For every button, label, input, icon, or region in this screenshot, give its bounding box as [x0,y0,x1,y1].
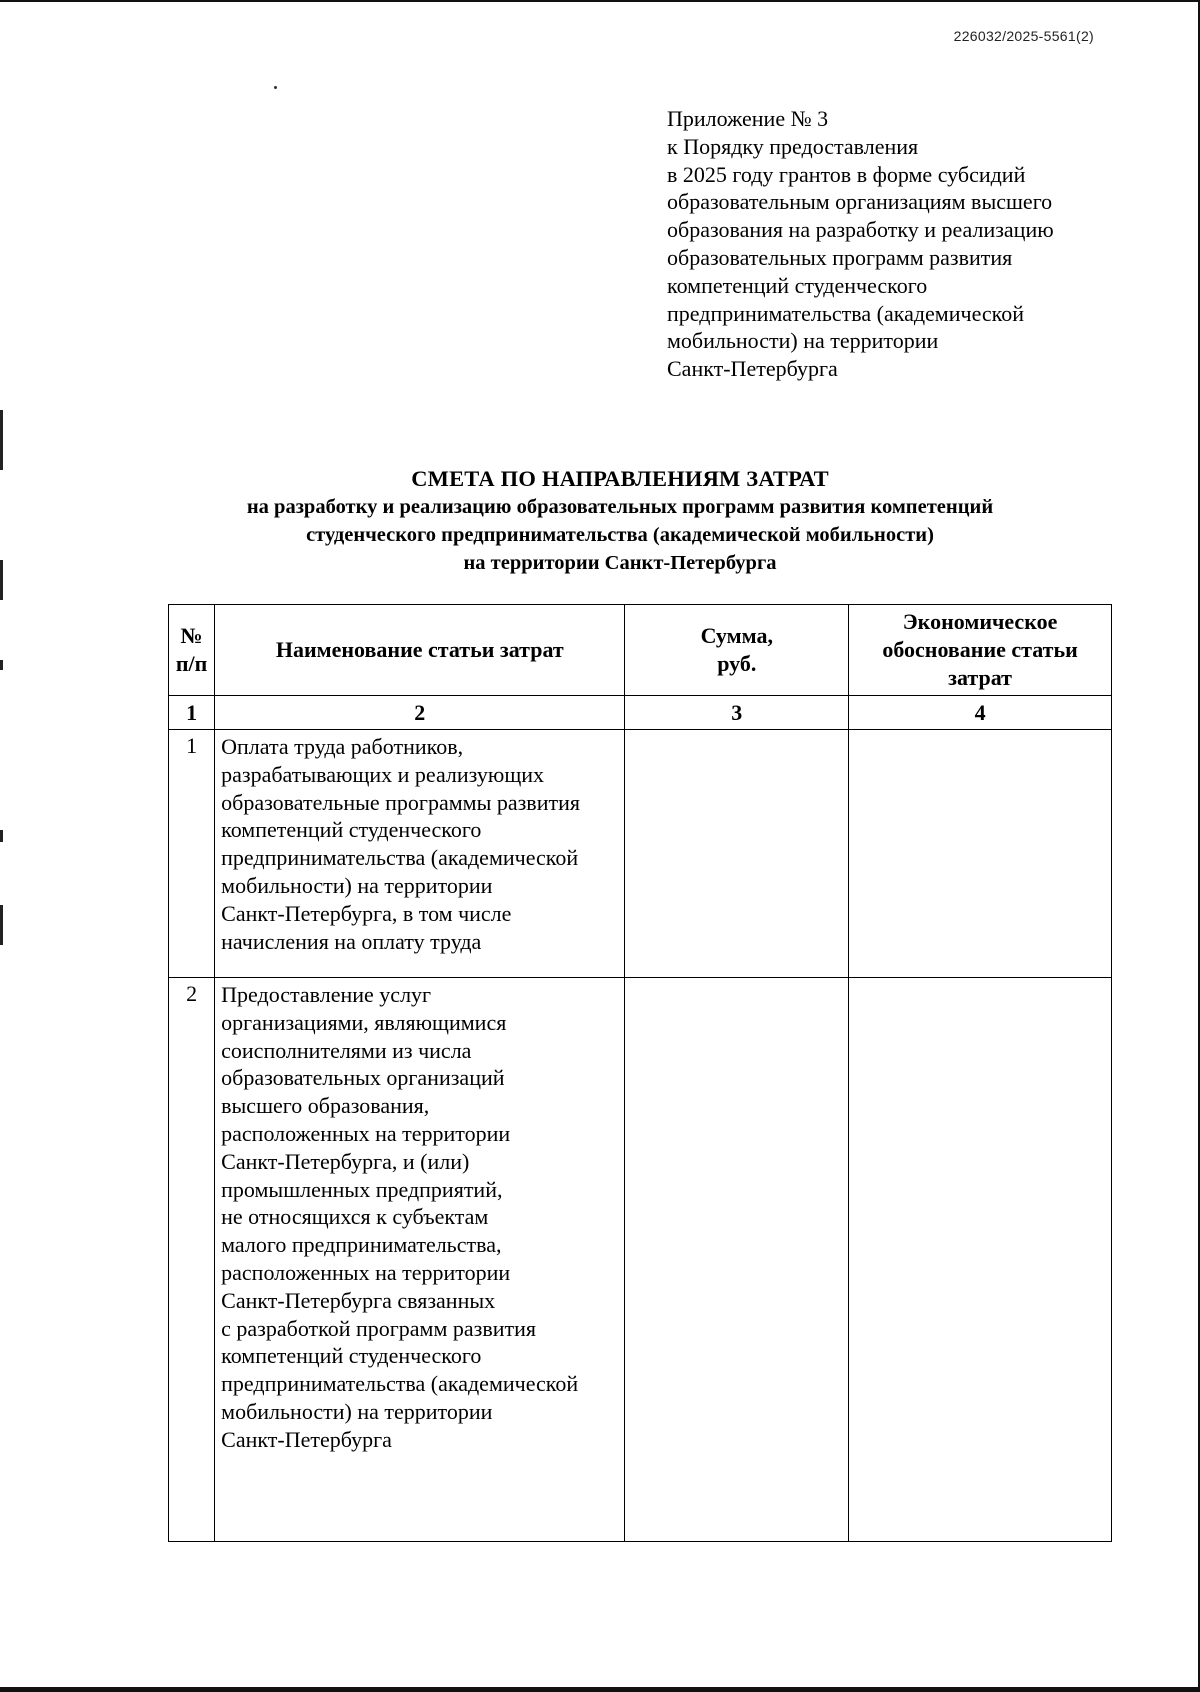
scan-speck [274,86,277,89]
header-justification: Экономическое обоснование статьи затрат [849,605,1112,696]
appendix-line: Приложение № 3 [667,106,829,131]
row-item-name: Оплата труда работников, разрабатывающих и реализующих образовательные программы развития компетенций студенческого предпринимательства (академической мобильности) на территории Санкт-Петербурга, в том числе начисления на оплату труда [215,730,625,978]
appendix-line: в 2025 году грантов в форме субсидий [667,161,1026,187]
row-sum-cell [625,978,849,1542]
document-subtitle-line: студенческого предпринимательства (академической мобильности) [306,524,934,546]
table-row [169,978,1112,1542]
column-number: 2 [215,696,625,730]
appendix-line: компетенций студенческого [667,272,928,298]
table-row [169,730,1112,978]
row-index: 2 [169,978,215,1542]
cost-estimate-table [168,604,1112,1542]
appendix-line: образовательным организациям высшего [667,189,1053,215]
column-number: 1 [169,696,215,730]
table-header-row [169,605,1112,696]
appendix-line: образовательных программ развития [667,244,1013,270]
appendix-line: Санкт-Петербурга [667,356,838,382]
column-number: 4 [849,696,1112,730]
column-number: 3 [625,696,849,730]
row-item-name: Предоставление услуг организациями, являющимися соисполнителями из числа образовательных организаций высшего образования, расположенных на территории Санкт-Петербурга, и (или) промышленных предприятий, не относящихся к субъектам малого предпринимательства, расположенных на территории Санкт-Петербурга связанных с разработкой программ развития компетенций студенческого предпринимательства (академической мобильности) на территории Санкт-Петербурга [215,978,625,1542]
scan-bottom-edge [0,1687,1200,1692]
scan-left-edge-marks [0,0,3,1692]
appendix-line: к Порядку предоставления [667,133,919,159]
row-sum-cell [625,730,849,978]
appendix-line: мобильности) на территории [667,328,939,354]
row-index: 1 [169,730,215,978]
row-justification-cell [849,978,1112,1542]
appendix-line: образования на разработку и реализацию [667,217,1054,243]
appendix-line: предпринимательства (академической [667,300,1024,326]
header-item-name: Наименование статьи затрат [215,605,625,696]
scan-top-edge [0,0,1200,2]
column-number-row [169,696,1112,730]
appendix-reference [667,105,1107,383]
document-subtitle-line: на разработку и реализацию образовательных программ развития компетенций [246,496,994,518]
document-title: СМЕТА ПО НАПРАВЛЕНИЯМ ЗАТРАТ [411,466,829,491]
document-title-block [160,464,1080,577]
row-justification-cell [849,730,1112,978]
registration-number: 226032/2025-5561(2) [953,28,1094,44]
header-sum: Сумма, руб. [625,605,849,696]
document-subtitle-line: на территории Санкт-Петербурга [463,552,777,574]
header-index: № п/п [169,605,215,696]
